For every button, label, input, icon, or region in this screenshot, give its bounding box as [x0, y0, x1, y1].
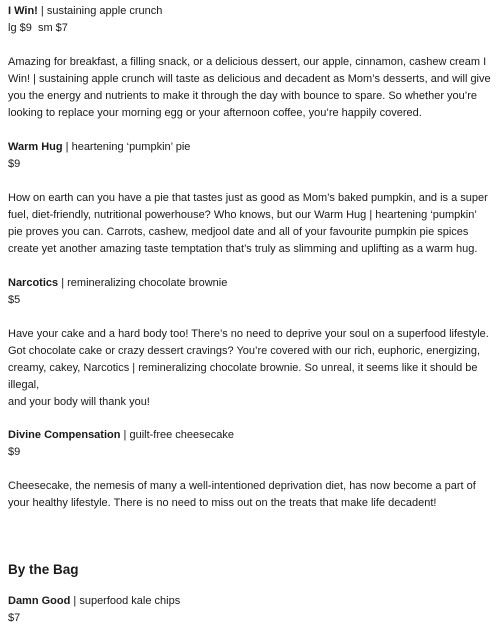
item-title — [8, 427, 492, 444]
item-description: How on earth can you have a pie that tastes just as good as Mom’s baked pumpkin, and is a super fuel, diet-friendly, nutritional powerhouse? Who knows, but our Warm Hug | heartening ‘pumpkin’ pie proves you can. Carrots, cashew, medjool date and all of your favourite pumpkin pie spices create yet another amazing taste temptation that’s truly as slimming and uplifting as a warm hug. — [8, 192, 488, 255]
item-price: lg $9 sm $7 — [8, 22, 68, 34]
item-title — [8, 3, 492, 20]
item-title — [8, 275, 492, 292]
item-description: Amazing for breakfast, a filling snack, or a delicious dessert, our apple, cinnamon, cashew cream I Win! | sustaining apple crunch will taste as delicious and decadent as Mom’s desserts, and will give you the energy and nutrients to make it through the day with bounce to spare. So whether you’re looking to replace your morning egg or your afternoon coffee, you’re happily covered. — [8, 56, 491, 119]
item-subtitle: heartening ‘pumpkin’ pie — [71, 141, 191, 153]
description-line: and your body will thank you! — [8, 396, 150, 408]
menu-item-warm-hug — [8, 139, 492, 258]
item-name: I Win! — [8, 5, 38, 17]
item-separator: | — [65, 141, 69, 153]
item-subtitle: superfood kale chips — [79, 595, 181, 607]
item-name: Narcotics — [8, 277, 59, 289]
item-separator: | — [73, 595, 77, 607]
item-description — [8, 326, 492, 411]
item-subtitle: remineralizing chocolate brownie — [67, 277, 228, 289]
item-name: Divine Compensation — [8, 429, 121, 441]
item-subtitle: guilt-free cheesecake — [129, 429, 235, 441]
section-heading: By the Bag — [8, 562, 79, 577]
item-description: Cheesecake, the nemesis of many a well-intentioned deprivation diet, has now become a part of your healthy lifestyle. There is no need to miss out on the treats that make life decadent! — [8, 480, 476, 509]
menu-item-divine-compensation — [8, 427, 492, 512]
bag-item-damn-good — [8, 593, 492, 627]
item-title — [8, 139, 492, 156]
menu-item-i-win — [8, 3, 492, 122]
item-title — [8, 593, 492, 610]
description-line: Have your cake and a hard body too! There’s no need to deprive your soul on a superfood lifestyle. Got chocolate cake or crazy dessert cravings? You’re covered with our rich, euphoric, energizing, creamy, cakey, Narcotics | remineralizing chocolate brownie. So unreal, it seems like it should be illegal, — [8, 328, 489, 391]
item-separator: | — [61, 277, 65, 289]
item-price: $5 — [8, 294, 21, 306]
item-price: $7 — [8, 612, 21, 624]
menu-item-narcotics — [8, 275, 492, 411]
item-name: Warm Hug — [8, 141, 63, 153]
item-price: $9 — [8, 158, 21, 170]
item-separator: | — [123, 429, 127, 441]
item-subtitle: sustaining apple crunch — [46, 5, 163, 17]
item-price: $9 — [8, 446, 21, 458]
item-name: Damn Good — [8, 595, 71, 607]
item-separator: | — [40, 5, 44, 17]
